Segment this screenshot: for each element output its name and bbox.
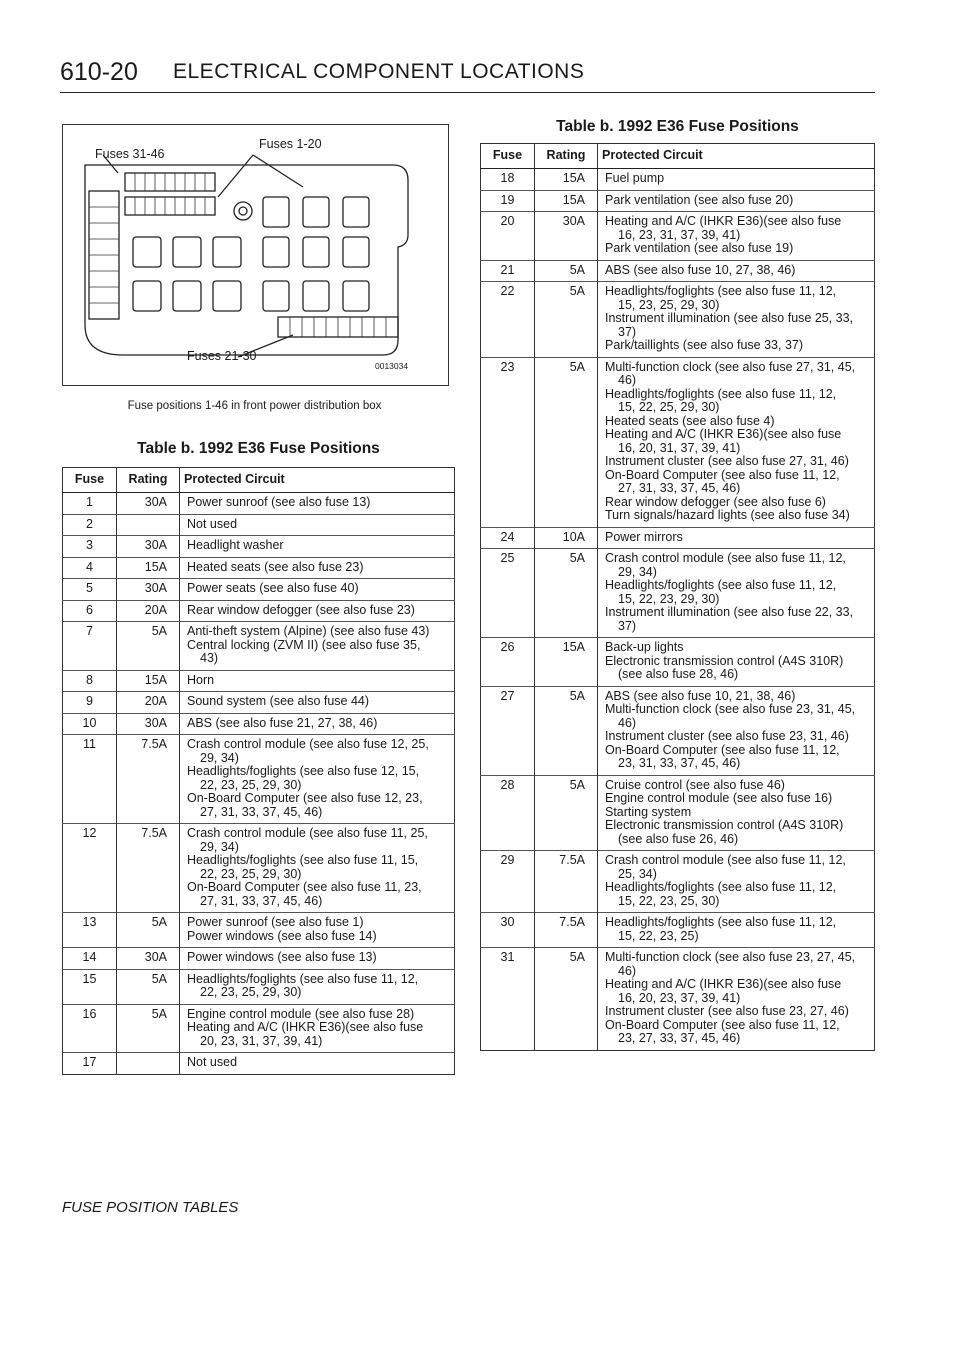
- fuse-number: 27: [481, 686, 535, 775]
- fuse-number: 9: [63, 692, 117, 714]
- circuit-line: On-Board Computer (see also fuse 11, 12,: [605, 742, 840, 757]
- protected-circuit: [598, 260, 875, 282]
- protected-circuit: [180, 579, 455, 601]
- circuit-line: (see also fuse 26, 46): [618, 831, 739, 846]
- circuit-line: Rear window defogger (see also fuse 23): [187, 602, 415, 617]
- circuit-line: Heated seats (see also fuse 4): [605, 413, 775, 428]
- table-row: [481, 638, 875, 687]
- fuse-rating: 30A: [117, 493, 180, 515]
- figure-code: 0013034: [375, 361, 409, 371]
- circuit-line: Heated seats (see also fuse 23): [187, 559, 364, 574]
- protected-circuit: [598, 527, 875, 549]
- fuse-rating: 15A: [535, 169, 598, 191]
- fuse-number: 20: [481, 212, 535, 261]
- table-row: [63, 514, 455, 536]
- protected-circuit: [180, 735, 455, 824]
- protected-circuit: [598, 169, 875, 191]
- circuit-line: 16, 20, 31, 37, 39, 41): [618, 440, 741, 455]
- protected-circuit: [598, 190, 875, 212]
- table-row: [63, 735, 455, 824]
- circuit-line: Multi-function clock (see also fuse 27, 31, 45,: [605, 359, 856, 374]
- protected-circuit: [180, 536, 455, 558]
- circuit-line: Turn signals/hazard lights (see also fuse 34): [605, 508, 850, 522]
- table-row: [63, 1053, 455, 1075]
- table-row: [63, 670, 455, 692]
- protected-circuit: [180, 600, 455, 622]
- circuit-line: Engine control module (see also fuse 28): [187, 1006, 415, 1021]
- circuit-line: Electronic transmission control (A4S 310R): [605, 653, 844, 668]
- fuse-rating: 20A: [117, 692, 180, 714]
- fuse-rating: 7.5A: [535, 851, 598, 913]
- circuit-line: 46): [618, 715, 637, 730]
- circuit-line: 46): [618, 963, 637, 978]
- circuit-line: Headlight washer: [187, 538, 284, 552]
- fuse-box-diagram: [62, 124, 449, 386]
- fuse-rating: 5A: [117, 969, 180, 1004]
- protected-circuit: [180, 913, 455, 948]
- fuse-rating: 5A: [535, 260, 598, 282]
- fuse-number: 1: [63, 493, 117, 515]
- circuit-line: 16, 23, 31, 37, 39, 41): [618, 227, 741, 242]
- protected-circuit: [180, 1004, 455, 1053]
- table-row: [481, 190, 875, 212]
- circuit-line: 15, 23, 25, 29, 30): [618, 297, 720, 312]
- fuse-number: 2: [63, 514, 117, 536]
- circuit-line: Starting system: [605, 804, 692, 819]
- circuit-line: Fuel pump: [605, 171, 665, 185]
- circuit-line: Headlights/foglights (see also fuse 11, 12,: [605, 915, 837, 929]
- fuse-number: 30: [481, 913, 535, 948]
- fuse-rating: 5A: [117, 1004, 180, 1053]
- fuse-rating: 5A: [117, 622, 180, 671]
- table-right-body: [481, 169, 875, 1051]
- circuit-line: Crash control module (see also fuse 11, 12,: [605, 551, 846, 565]
- circuit-line: 29, 34): [200, 750, 239, 765]
- fuse-box-drawing: [63, 125, 448, 385]
- circuit-line: Headlights/foglights (see also fuse 11, 12,: [605, 578, 837, 592]
- fuse-rating: 7.5A: [117, 824, 180, 913]
- circuit-line: 27, 31, 33, 37, 45, 46): [200, 804, 323, 819]
- protected-circuit: [598, 851, 875, 913]
- fuse-number: 11: [63, 735, 117, 824]
- fuse-number: 29: [481, 851, 535, 913]
- protected-circuit: [180, 557, 455, 579]
- fuse-number: 7: [63, 622, 117, 671]
- fuse-number: 3: [63, 536, 117, 558]
- fuse-rating: 30A: [535, 212, 598, 261]
- circuit-line: On-Board Computer (see also fuse 11, 12,: [605, 1017, 840, 1032]
- fuse-number: 8: [63, 670, 117, 692]
- circuit-line: On-Board Computer (see also fuse 11, 23,: [187, 880, 422, 894]
- circuit-line: 15, 22, 23, 25): [618, 928, 699, 943]
- circuit-line: 15, 22, 23, 25, 30): [618, 893, 720, 908]
- circuit-line: 16, 20, 23, 37, 39, 41): [618, 990, 741, 1005]
- circuit-line: Crash control module (see also fuse 11, 25,: [187, 826, 428, 840]
- circuit-line: ABS (see also fuse 10, 21, 38, 46): [605, 688, 796, 703]
- circuit-line: 25, 34): [618, 866, 657, 881]
- fuse-rating: 5A: [535, 282, 598, 358]
- circuit-line: ABS (see also fuse 10, 27, 38, 46): [605, 262, 796, 277]
- table-row: [63, 948, 455, 970]
- circuit-line: Power sunroof (see also fuse 1): [187, 915, 364, 929]
- fuse-number: 16: [63, 1004, 117, 1053]
- table-row: [63, 600, 455, 622]
- fuse-number: 22: [481, 282, 535, 358]
- table-row: [481, 775, 875, 851]
- protected-circuit: [180, 622, 455, 671]
- table-row: [481, 282, 875, 358]
- protected-circuit: [598, 775, 875, 851]
- header-rating: Rating: [535, 144, 598, 169]
- table-row: [63, 557, 455, 579]
- fuse-rating: 5A: [535, 948, 598, 1051]
- circuit-line: Not used: [187, 1055, 238, 1069]
- protected-circuit: [598, 913, 875, 948]
- header-fuse: Fuse: [63, 468, 117, 493]
- fuse-rating: 7.5A: [117, 735, 180, 824]
- table-row: [481, 357, 875, 527]
- table-row: [63, 692, 455, 714]
- table-row: [63, 536, 455, 558]
- fuse-rating: 20A: [117, 600, 180, 622]
- header-fuse: Fuse: [481, 144, 535, 169]
- circuit-line: Park ventilation (see also fuse 19): [605, 241, 794, 255]
- protected-circuit: [180, 670, 455, 692]
- circuit-line: 15, 22, 23, 29, 30): [618, 591, 720, 606]
- circuit-line: Multi-function clock (see also fuse 23, 31, 45,: [605, 702, 856, 716]
- circuit-line: Instrument cluster (see also fuse 27, 31, 46): [605, 454, 849, 468]
- table-header-row: [481, 144, 875, 169]
- fuse-number: 15: [63, 969, 117, 1004]
- fuse-number: 28: [481, 775, 535, 851]
- fuse-rating: 30A: [117, 579, 180, 601]
- fuse-rating: 30A: [117, 713, 180, 735]
- circuit-line: Central locking (ZVM II) (see also fuse 35,: [187, 637, 421, 652]
- circuit-line: 23, 31, 33, 37, 45, 46): [618, 756, 741, 770]
- circuit-line: ABS (see also fuse 21, 27, 38, 46): [187, 715, 378, 730]
- protected-circuit: [598, 686, 875, 775]
- circuit-line: On-Board Computer (see also fuse 11, 12,: [605, 467, 840, 482]
- table-row: [481, 686, 875, 775]
- circuit-line: 20, 23, 31, 37, 39, 41): [200, 1033, 323, 1048]
- table-row: [63, 622, 455, 671]
- fuse-table-right: [480, 143, 875, 1051]
- fuse-rating: 5A: [535, 686, 598, 775]
- circuit-line: Heating and A/C (IHKR E36)(see also fuse: [605, 977, 842, 991]
- circuit-line: Power sunroof (see also fuse 13): [187, 495, 371, 509]
- fuse-rating: 7.5A: [535, 913, 598, 948]
- circuit-line: Power seats (see also fuse 40): [187, 581, 359, 595]
- fuse-number: 6: [63, 600, 117, 622]
- circuit-line: Power windows (see also fuse 14): [187, 928, 377, 943]
- fuse-number: 19: [481, 190, 535, 212]
- circuit-line: Anti-theft system (Alpine) (see also fuse 43): [187, 624, 430, 638]
- table-row: [481, 169, 875, 191]
- circuit-line: 22, 23, 25, 29, 30): [200, 777, 302, 792]
- circuit-line: Back-up lights: [605, 640, 684, 654]
- protected-circuit: [598, 638, 875, 687]
- circuit-line: 37): [618, 618, 637, 633]
- table-row: [63, 824, 455, 913]
- fuse-number: 23: [481, 357, 535, 527]
- protected-circuit: [180, 948, 455, 970]
- circuit-line: Park/taillights (see also fuse 33, 37): [605, 338, 804, 352]
- circuit-line: Headlights/foglights (see also fuse 11, 12,: [187, 971, 419, 986]
- protected-circuit: [598, 212, 875, 261]
- fuse-number: 13: [63, 913, 117, 948]
- circuit-line: Power windows (see also fuse 13): [187, 950, 377, 964]
- table-row: [63, 713, 455, 735]
- circuit-line: 15, 22, 25, 29, 30): [618, 400, 720, 414]
- fuse-rating: 5A: [117, 913, 180, 948]
- fuse-number: 26: [481, 638, 535, 687]
- diagram-caption: Fuse positions 1-46 in front power distribution box: [127, 400, 382, 412]
- fuse-number: 12: [63, 824, 117, 913]
- circuit-line: Instrument illumination (see also fuse 22, 33,: [605, 605, 854, 619]
- fuse-number: 17: [63, 1053, 117, 1075]
- table-row: [63, 493, 455, 515]
- fuse-rating: 15A: [117, 557, 180, 579]
- header-rule: [60, 92, 875, 93]
- circuit-line: Electronic transmission control (A4S 310R): [605, 818, 844, 832]
- circuit-line: Sound system (see also fuse 44): [187, 694, 370, 708]
- table-left-body: [63, 493, 455, 1075]
- table-row: [481, 948, 875, 1051]
- protected-circuit: [180, 514, 455, 536]
- protected-circuit: [180, 493, 455, 515]
- fuse-rating: [117, 514, 180, 536]
- table-row: [481, 212, 875, 261]
- fuse-rating: 5A: [535, 775, 598, 851]
- header-rating: Rating: [117, 468, 180, 493]
- fuse-rating: 10A: [535, 527, 598, 549]
- protected-circuit: [180, 824, 455, 913]
- fuse-table-left: [62, 467, 455, 1075]
- circuit-line: Headlights/foglights (see also fuse 11, 15,: [187, 853, 419, 867]
- circuit-line: Headlights/foglights (see also fuse 11, 12,: [605, 880, 837, 894]
- circuit-line: Crash control module (see also fuse 11, 12,: [605, 853, 846, 867]
- circuit-line: Not used: [187, 516, 238, 531]
- circuit-line: 46): [618, 373, 637, 387]
- circuit-line: 22, 23, 25, 29, 30): [200, 985, 302, 999]
- circuit-line: 43): [200, 651, 219, 665]
- circuit-line: Headlights/foglights (see also fuse 12, 15,: [187, 764, 420, 778]
- fuse-number: 24: [481, 527, 535, 549]
- fuse-rating: 15A: [117, 670, 180, 692]
- circuit-line: Park ventilation (see also fuse 20): [605, 192, 794, 207]
- fuse-number: 14: [63, 948, 117, 970]
- table-row: [481, 851, 875, 913]
- circuit-line: On-Board Computer (see also fuse 12, 23,: [187, 791, 423, 805]
- table-row: [63, 579, 455, 601]
- table-right-title: Table b. 1992 E36 Fuse Positions: [556, 118, 799, 135]
- fuse-number: 4: [63, 557, 117, 579]
- section-title: ELECTRICAL COMPONENT LOCATIONS: [173, 60, 585, 83]
- label-fuses-31-46: Fuses 31-46: [95, 147, 165, 161]
- header-protected-circuit: Protected Circuit: [598, 144, 875, 169]
- fuse-rating: [117, 1053, 180, 1075]
- protected-circuit: [598, 948, 875, 1051]
- protected-circuit: [180, 1053, 455, 1075]
- circuit-line: 27, 31, 33, 37, 45, 46): [200, 893, 323, 908]
- fuse-rating: 5A: [535, 549, 598, 638]
- circuit-line: Multi-function clock (see also fuse 23, 27, 45,: [605, 950, 856, 964]
- footer-section-label: FUSE POSITION TABLES: [62, 1199, 239, 1216]
- protected-circuit: [180, 713, 455, 735]
- fuse-rating: 30A: [117, 948, 180, 970]
- label-fuses-21-30: Fuses 21-30: [187, 349, 257, 363]
- table-row: [481, 527, 875, 549]
- protected-circuit: [598, 357, 875, 527]
- protected-circuit: [598, 282, 875, 358]
- fuse-number: 25: [481, 549, 535, 638]
- circuit-line: 23, 27, 33, 37, 45, 46): [618, 1031, 741, 1045]
- circuit-line: Heating and A/C (IHKR E36)(see also fuse: [187, 1020, 424, 1034]
- fuse-number: 10: [63, 713, 117, 735]
- circuit-line: Engine control module (see also fuse 16): [605, 791, 833, 805]
- table-header-row: [63, 468, 455, 493]
- fuse-rating: 5A: [535, 357, 598, 527]
- header-protected-circuit: Protected Circuit: [180, 468, 455, 493]
- table-row: [481, 260, 875, 282]
- circuit-line: 29, 34): [618, 564, 657, 579]
- fuse-rating: 15A: [535, 190, 598, 212]
- circuit-line: Headlights/foglights (see also fuse 11, 12,: [605, 284, 837, 298]
- circuit-line: Instrument illumination (see also fuse 25, 33,: [605, 311, 854, 325]
- circuit-line: Heating and A/C (IHKR E36)(see also fuse: [605, 214, 842, 228]
- protected-circuit: [180, 692, 455, 714]
- circuit-line: Instrument cluster (see also fuse 23, 31, 46): [605, 729, 849, 743]
- fuse-number: 21: [481, 260, 535, 282]
- table-left-title: Table b. 1992 E36 Fuse Positions: [137, 440, 380, 457]
- fuse-number: 5: [63, 579, 117, 601]
- circuit-line: 22, 23, 25, 29, 30): [200, 866, 302, 881]
- table-row: [63, 1004, 455, 1053]
- circuit-line: Rear window defogger (see also fuse 6): [605, 494, 826, 509]
- table-row: [63, 913, 455, 948]
- protected-circuit: [598, 549, 875, 638]
- circuit-line: Power mirrors: [605, 529, 683, 544]
- circuit-line: 37): [618, 324, 637, 339]
- circuit-line: Instrument cluster (see also fuse 23, 27, 46): [605, 1004, 849, 1018]
- fuse-rating: 30A: [117, 536, 180, 558]
- table-row: [481, 549, 875, 638]
- table-row: [63, 969, 455, 1004]
- protected-circuit: [180, 969, 455, 1004]
- page-number: 610-20: [60, 58, 138, 86]
- table-row: [481, 913, 875, 948]
- circuit-line: Horn: [187, 672, 215, 687]
- circuit-line: Crash control module (see also fuse 12, 25,: [187, 737, 429, 751]
- circuit-line: Headlights/foglights (see also fuse 11, 12,: [605, 386, 837, 401]
- fuse-rating: 15A: [535, 638, 598, 687]
- fuse-number: 18: [481, 169, 535, 191]
- circuit-line: 27, 31, 33, 37, 45, 46): [618, 481, 741, 495]
- circuit-line: Cruise control (see also fuse 46): [605, 777, 785, 792]
- circuit-line: Heating and A/C (IHKR E36)(see also fuse: [605, 427, 842, 441]
- circuit-line: (see also fuse 28, 46): [618, 667, 739, 681]
- circuit-line: 29, 34): [200, 839, 239, 854]
- fuse-number: 31: [481, 948, 535, 1051]
- label-fuses-1-20: Fuses 1-20: [259, 137, 322, 151]
